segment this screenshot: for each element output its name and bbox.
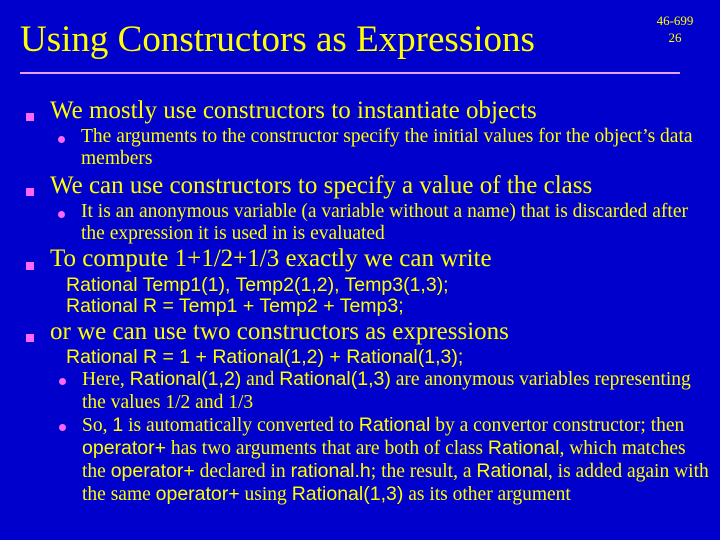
code-line: Rational R = Temp1 + Temp2 + Temp3; xyxy=(66,295,404,317)
code-line: Rational R = 1 + Rational(1,2) + Rational(1,3); xyxy=(66,346,464,368)
slide-title: Using Constructors as Expressions xyxy=(20,19,535,60)
code-run: operator+ xyxy=(82,437,167,459)
text-run: , is added again with the same xyxy=(82,461,709,505)
square-bullet-icon xyxy=(26,334,34,342)
code-run: Rational(1,3) xyxy=(291,483,404,505)
text-run: by a convertor constructor; then xyxy=(430,415,685,436)
square-bullet-icon xyxy=(26,188,34,196)
code-run: Rational xyxy=(487,437,560,459)
bullet-4-sub-1 xyxy=(82,368,712,414)
text-run: has two arguments that are both of class xyxy=(166,438,488,459)
text-run: using xyxy=(239,484,292,505)
text-run: , which matches the xyxy=(82,438,686,482)
text-run: So, xyxy=(82,415,113,436)
bullet-2-text: We can use constructors to specify a value of the class xyxy=(50,172,593,199)
code-run: Rational xyxy=(476,460,548,482)
text-run: ; the result, a xyxy=(370,461,477,482)
code-run: 1 xyxy=(112,414,124,436)
text-run: Here, xyxy=(82,369,130,390)
bullet-4-text: or we can use two constructors as expressions xyxy=(50,318,509,345)
code-run: rational.h xyxy=(290,460,371,482)
code-run: Rational(1,2) xyxy=(129,368,242,390)
title-underline xyxy=(20,72,680,74)
text-run: is automatically converted to xyxy=(123,415,359,436)
code-line: Rational Temp1(1), Temp2(1,2), Temp3(1,3); xyxy=(66,274,449,296)
square-bullet-icon xyxy=(26,262,34,270)
page-number-line2: 26 xyxy=(668,30,682,45)
page-number-line1: 46-699 xyxy=(656,13,694,28)
code-run: Rational xyxy=(358,414,431,436)
text-run: as its other argument xyxy=(403,484,571,505)
round-bullet-icon xyxy=(59,424,66,431)
round-bullet-icon xyxy=(58,136,65,143)
bullet-1-sub: The arguments to the constructor specify the initial values for the object’s data members xyxy=(81,126,693,169)
text-run: declared in xyxy=(194,461,291,482)
bullet-2-sub: It is an anonymous variable (a variable without a name) that is discarded after the expression it is used in is evaluated xyxy=(81,201,688,244)
bullet-3-text: To compute 1+1/2+1/3 exactly we can write xyxy=(50,245,492,272)
code-run: operator+ xyxy=(110,460,195,482)
code-run: operator+ xyxy=(155,483,240,505)
text-run: are anonymous variables representing the values 1/2 and 1/3 xyxy=(82,369,691,413)
square-bullet-icon xyxy=(26,113,34,121)
page-number xyxy=(640,12,710,46)
bullet-4-sub-2 xyxy=(82,414,712,506)
round-bullet-icon xyxy=(58,211,65,218)
text-run: and xyxy=(241,369,280,390)
code-run: Rational(1,3) xyxy=(279,368,391,390)
bullet-1-text: We mostly use constructors to instantiate objects xyxy=(50,97,537,124)
round-bullet-icon xyxy=(59,378,66,385)
